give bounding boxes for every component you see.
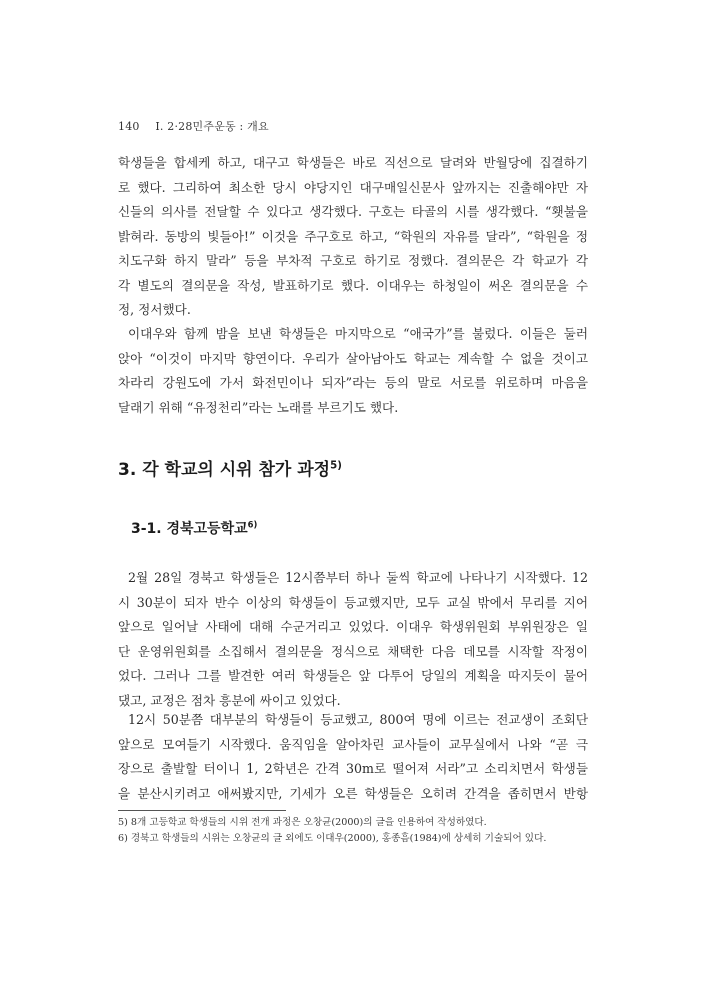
text-line: 장으로 출발할 터이니 1, 2학년은 간격 30m로 떨어져 서라”고 소리치면서 학생들 [118, 761, 588, 776]
text-line: 었다. 그러나 그를 발견한 여러 학생들은 앞 다투어 당일의 계획을 따지듯이 물어 [118, 668, 588, 683]
subsection-heading [131, 518, 257, 538]
text-line: 정, 정서했다. [118, 302, 191, 317]
text-line: 신들의 의사를 전달할 수 있다고 생각했다. 구호는 타골의 시를 생각했다. “횃불을 [118, 204, 588, 219]
footnotes [118, 815, 588, 847]
text-line: 2월 28일 경북고 학생들은 12시쯤부터 하나 둘씩 학교에 나타나기 시작했다. 12 [128, 570, 588, 585]
subsection-title: 3-1. 경북고등학교 [131, 521, 248, 537]
running-head [118, 118, 269, 134]
text-line: 앉아 “이것이 마지막 향연이다. 우리가 살아남아도 학교는 계속할 수 없을 것이고 [118, 350, 588, 366]
text-line: 이대우와 함께 밤을 보낸 학생들은 마지막으로 “애국가”를 불렀다. 이들은 둘러 [128, 326, 588, 341]
text-line: 댔고, 교정은 점차 흥분에 싸이고 있었다. [118, 692, 341, 708]
text-line: 달래기 위해 “유정천리”라는 노래를 부르기도 했다. [118, 399, 399, 415]
page-number: 140 [118, 120, 140, 133]
paragraph [118, 566, 588, 713]
footnote-divider [118, 810, 286, 811]
text-line: 앞으로 일어날 사태에 대해 수군거리고 있었다. 이대우 학생위원회 부위원장은 일 [118, 619, 588, 634]
paragraph [118, 708, 588, 806]
text-line: 학생들을 합세케 하고, 대구고 학생들은 바로 직선으로 달려와 반월당에 집결하기 [118, 155, 588, 170]
footnote: 5) 8개 고등학교 학생들의 시위 전개 과정은 오창균(2000)의 글을 인용하여 작성하였다. [118, 817, 487, 828]
text-line: 앞으로 모여들기 시작했다. 움직임을 알아차린 교사들이 교무실에서 나와 “곧 극 [118, 736, 588, 752]
text-line: 차라리 강원도에 가서 화전민이나 되자”라는 등의 말로 서로를 위로하며 마음을 [118, 375, 588, 390]
text-line: 각 별도의 결의문을 작성, 발표하기로 했다. 이대우는 하청일이 써온 결의문을 수 [118, 277, 588, 293]
paragraph [118, 322, 588, 420]
text-line: 단 운영위원회를 소집해서 결의문을 정식으로 채택한 다음 데모를 시작할 작정이 [118, 643, 588, 659]
text-line: 시 30분이 되자 반수 이상의 학생들이 등교했지만, 모두 교실 밖에서 무리를 지어 [118, 594, 588, 610]
chapter-title: Ⅰ. 2·28민주운동 : 개요 [155, 120, 269, 133]
text-line: 12시 50분쯤 대부분의 학생들이 등교했고, 800여 명에 이르는 전교생이 조회단 [128, 712, 588, 727]
footnote-ref[interactable]: 5) [330, 460, 342, 472]
text-line: 을 분산시키려고 애써봤지만, 기세가 오른 학생들은 오히려 간격을 좁히면서 반항 [118, 785, 588, 801]
text-line: 밝혀라. 동방의 빛들아!” 이것을 주구호로 하고, “학원의 자유를 달라”, “학원을 정 [118, 228, 588, 244]
footnote-ref[interactable]: 6) [247, 519, 258, 530]
text-line: 로 했다. 그리하여 최소한 당시 야당지인 대구매일신문사 앞까지는 진출해야만 자 [118, 179, 588, 195]
paragraph [118, 151, 588, 323]
section-heading [118, 455, 342, 480]
text-line: 치도구화 하지 말라” 등을 부차적 구호로 하기로 정했다. 결의문은 각 학교가 각 [118, 253, 588, 268]
section-title: 3. 각 학교의 시위 참가 과정 [118, 460, 331, 480]
footnote: 6) 경북고 학생들의 시위는 오창균의 글 외에도 이대우(2000), 홍종흠(1984)에 상세히 기술되어 있다. [118, 833, 547, 844]
